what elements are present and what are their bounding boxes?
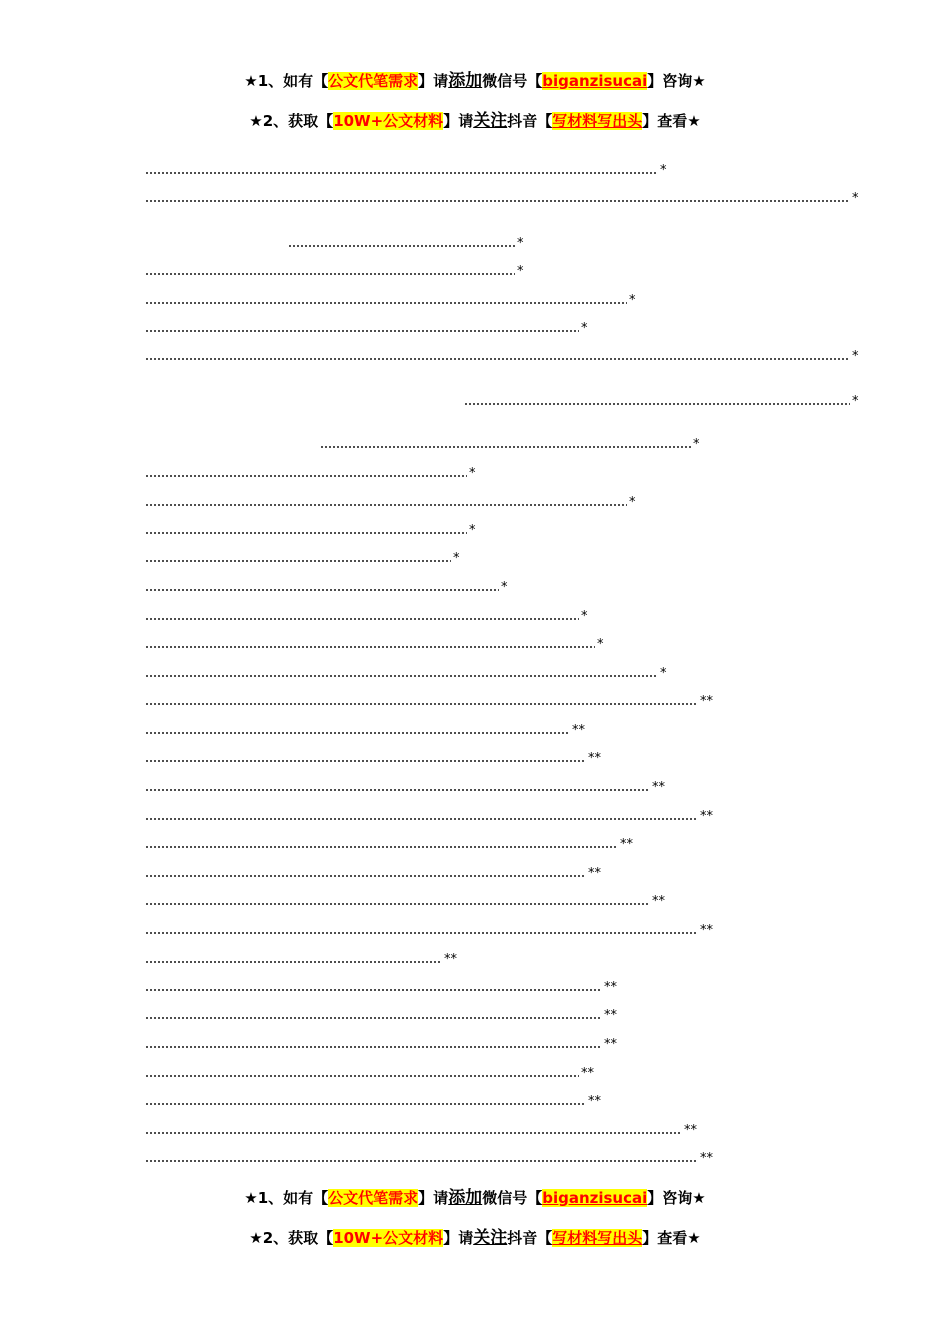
wechat-id-highlight: biganzisucai (542, 1189, 648, 1207)
dotted-leader (145, 272, 515, 276)
banner-text: 抖音【 (507, 112, 553, 130)
dotted-leader (145, 902, 650, 906)
banner-prefix: ★2、获取【 (249, 1229, 334, 1247)
material-highlight: 10W+公文材料 (333, 112, 444, 130)
dotted-leader (145, 474, 467, 478)
service-need-highlight: 公文代笔需求 (328, 72, 419, 90)
toc-marker: ** (620, 837, 633, 852)
banner-suffix: 】查看★ (642, 112, 701, 130)
banner-suffix: 】咨询★ (647, 72, 706, 90)
toc-marker: * (597, 637, 604, 652)
dotted-leader (145, 617, 579, 621)
toc-marker: ** (700, 694, 713, 709)
follow-emphasis: 关注 (473, 1228, 508, 1248)
toc-marker: ** (700, 1151, 713, 1166)
dotted-leader (145, 301, 627, 305)
add-emphasis: 添加 (448, 71, 483, 91)
toc-entry (288, 233, 524, 251)
banner-suffix: 】查看★ (642, 1229, 701, 1247)
toc-marker: * (693, 437, 700, 452)
toc-entry (145, 1034, 617, 1052)
toc-entry (145, 261, 524, 279)
toc-entry (145, 748, 601, 766)
toc-marker: ** (604, 1008, 617, 1023)
dotted-leader (145, 171, 658, 175)
dotted-leader (145, 1016, 602, 1020)
dotted-leader (145, 1074, 579, 1078)
toc-entry (464, 391, 859, 409)
dotted-leader (145, 759, 586, 763)
toc-marker: ** (604, 980, 617, 995)
dotted-leader (145, 788, 650, 792)
toc-entry (145, 834, 633, 852)
toc-marker: * (660, 163, 667, 178)
toc-entry (145, 1120, 697, 1138)
toc-entry (145, 577, 508, 595)
toc-marker: * (581, 609, 588, 624)
toc-marker: * (581, 321, 588, 336)
dotted-leader (145, 731, 570, 735)
dotted-leader (145, 931, 698, 935)
toc-entry (145, 863, 601, 881)
banner-text: 微信号【 (482, 72, 543, 90)
toc-entry (145, 1091, 601, 1109)
toc-marker: ** (581, 1066, 594, 1081)
material-highlight: 10W+公文材料 (333, 1229, 444, 1247)
toc-entry (145, 520, 476, 538)
toc-marker: * (469, 466, 476, 481)
dotted-leader (145, 503, 627, 507)
wechat-id-highlight: biganzisucai (542, 72, 648, 90)
toc-entry (145, 1063, 594, 1081)
toc-marker: ** (588, 1094, 601, 1109)
toc-entry (145, 463, 476, 481)
toc-entry (145, 949, 457, 967)
banner-line-2-bottom (0, 1227, 950, 1249)
toc-marker: * (852, 191, 859, 206)
banner-text: 抖音【 (507, 1229, 553, 1247)
toc-marker: ** (588, 866, 601, 881)
toc-marker: * (517, 264, 524, 279)
toc-marker: ** (604, 1037, 617, 1052)
banner-text: 】请 (443, 112, 474, 130)
follow-emphasis: 关注 (473, 111, 508, 131)
toc-entry (145, 606, 588, 624)
dotted-leader (288, 244, 515, 248)
toc-entry (145, 777, 665, 795)
dotted-leader (464, 402, 850, 406)
dotted-leader (145, 817, 698, 821)
toc-entry (145, 663, 667, 681)
toc-marker: * (469, 523, 476, 538)
toc-marker: * (852, 349, 859, 364)
banner-line-1-bottom (0, 1187, 950, 1209)
banner-prefix: ★1、如有【 (244, 72, 329, 90)
dotted-leader (145, 199, 850, 203)
dotted-leader (145, 645, 595, 649)
service-need-highlight: 公文代笔需求 (328, 1189, 419, 1207)
dotted-leader (145, 531, 467, 535)
add-emphasis: 添加 (448, 1188, 483, 1208)
toc-marker: * (629, 293, 636, 308)
toc-marker: ** (572, 723, 585, 738)
dotted-leader (145, 988, 602, 992)
toc-marker: * (629, 495, 636, 510)
dotted-leader (145, 329, 579, 333)
toc-marker: ** (588, 751, 601, 766)
toc-entry (145, 634, 604, 652)
toc-entry (145, 691, 713, 709)
toc-entry (145, 977, 617, 995)
toc-marker: * (453, 551, 460, 566)
toc-entry (145, 188, 859, 206)
toc-marker: ** (652, 780, 665, 795)
toc-entry (145, 891, 665, 909)
banner-text: 】请 (418, 1189, 449, 1207)
dotted-leader (145, 845, 618, 849)
banner-text: 】请 (418, 72, 449, 90)
toc-entry (320, 434, 700, 452)
toc-marker: ** (652, 894, 665, 909)
toc-entry (145, 318, 588, 336)
toc-entry (145, 346, 859, 364)
dotted-leader (145, 1045, 602, 1049)
toc-marker: * (501, 580, 508, 595)
banner-suffix: 】咨询★ (647, 1189, 706, 1207)
dotted-leader (145, 559, 451, 563)
toc-entry (145, 920, 713, 938)
banner-text: 微信号【 (482, 1189, 543, 1207)
douyin-account-highlight: 写材料写出头 (552, 1229, 643, 1247)
toc-marker: ** (444, 952, 457, 967)
dotted-leader (145, 1159, 698, 1163)
douyin-account-highlight: 写材料写出头 (552, 112, 643, 130)
dotted-leader (145, 874, 586, 878)
toc-entry (145, 290, 636, 308)
toc-entry (145, 806, 713, 824)
dotted-leader (145, 960, 442, 964)
dotted-leader (145, 1131, 682, 1135)
toc-entry (145, 720, 585, 738)
dotted-leader (320, 445, 691, 449)
toc-entry (145, 160, 667, 178)
toc-marker: ** (684, 1123, 697, 1138)
dotted-leader (145, 674, 658, 678)
dotted-leader (145, 588, 499, 592)
toc-marker: * (660, 666, 667, 681)
toc-entry (145, 492, 636, 510)
dotted-leader (145, 702, 698, 706)
banner-prefix: ★2、获取【 (249, 112, 334, 130)
banner-prefix: ★1、如有【 (244, 1189, 329, 1207)
toc-entry (145, 548, 460, 566)
toc-marker: ** (700, 923, 713, 938)
toc-marker: * (517, 236, 524, 251)
toc-entry (145, 1148, 713, 1166)
dotted-leader (145, 357, 850, 361)
dotted-leader (145, 1102, 586, 1106)
toc-marker: ** (700, 809, 713, 824)
toc-entry (145, 1005, 617, 1023)
banner-text: 】请 (443, 1229, 474, 1247)
toc-marker: * (852, 394, 859, 409)
